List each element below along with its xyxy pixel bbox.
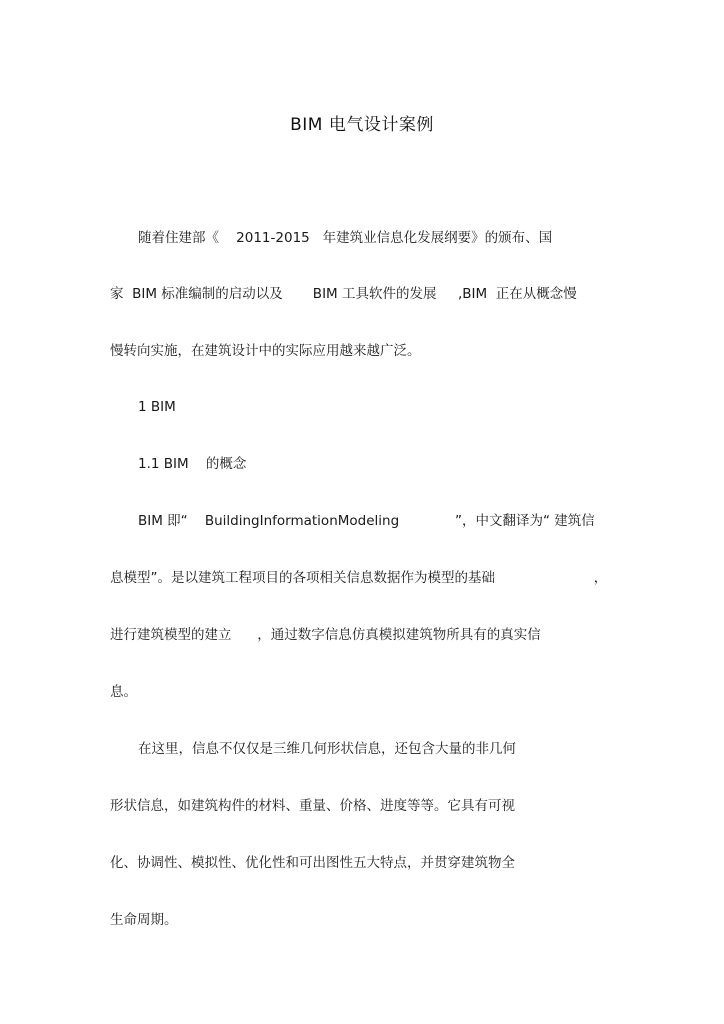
paragraph-2-line-4: 息。 [110,684,137,700]
paragraph-2-line-3: 进行建筑模型的建立 ，通过数字信息仿真模拟建筑物所具有的真实信 [110,627,541,643]
paragraph-3-line-2: 形状信息，如建筑构件的材料、重量、价格、进度等等。它具有可视 [110,798,515,814]
page-title: BIM 电气设计案例 [290,115,434,135]
paragraph-1-line-3: 慢转向实施，在建筑设计中的实际应用越来越广泛。 [110,343,421,359]
paragraph-2-line-1: BIM 即“ BuildingInformationModeling ”，中文翻译为“ 建筑信 [138,513,595,529]
paragraph-3-line-3: 化、协调性、模拟性、优化性和可出图性五大特点，并贯穿建筑物全 [110,855,515,871]
paragraph-3-line-4: 生命周期。 [110,912,178,928]
paragraph-1-line-2: 家 BIM 标准编制的启动以及 BIM 工具软件的发展 ,BIM 正在从概念慢 [110,286,577,302]
paragraph-3-line-1: 在这里，信息不仅仅是三维几何形状信息，还包含大量的非几何 [138,741,516,757]
section-heading-1: 1 BIM [138,399,176,415]
section-heading-1-1: 1.1 BIM 的概念 [138,456,247,472]
paragraph-1-line-1: 随着住建部《 2011-2015 年建筑业信息化发展纲要》的颁布、国 [138,230,553,246]
paragraph-2-line-2: 息模型”。是以建筑工程项目的各项相关信息数据作为模型的基础 ， [110,570,608,586]
